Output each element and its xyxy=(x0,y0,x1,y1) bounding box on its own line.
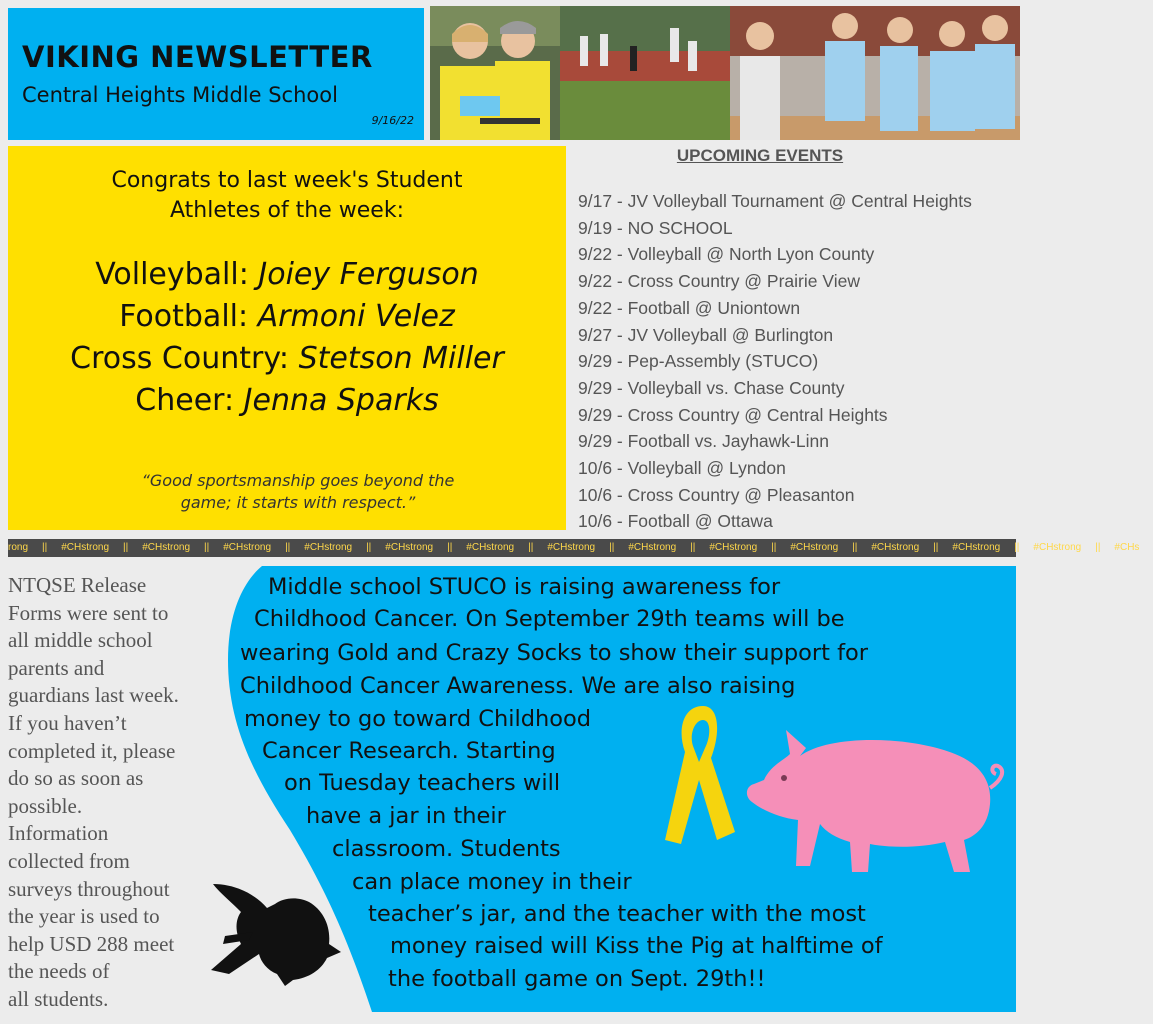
ticker-item: #CHstrong xyxy=(61,542,110,553)
notice-line: surveys throughout xyxy=(8,876,170,901)
quote-line: “Good sportsmanship goes beyond the xyxy=(141,471,455,490)
ticker-item: || xyxy=(933,542,939,553)
ticker-item: #CHstrong xyxy=(871,542,920,553)
event-item: 10/6 - Football @ Ottawa xyxy=(578,511,773,532)
school-name: Central Heights Middle School xyxy=(22,83,338,107)
ticker-item: || xyxy=(42,542,48,553)
ticker-item: || xyxy=(852,542,858,553)
stuco-line: on Tuesday teachers will xyxy=(284,770,561,796)
stuco-line: teacher’s jar, and the teacher with the most xyxy=(368,901,866,927)
ticker-item: #CHstrong xyxy=(142,542,191,553)
stuco-line: Childhood Cancer Awareness. We are also raising xyxy=(240,673,796,699)
event-item: 9/27 - JV Volleyball @ Burlington xyxy=(578,324,834,345)
stuco-line: can place money in their xyxy=(352,869,632,895)
athlete-name: Stetson Miller xyxy=(298,341,504,376)
stuco-line: Middle school STUCO is raising awareness for xyxy=(268,574,781,600)
notice-line: help USD 288 meet xyxy=(8,931,175,956)
ticker-item: || xyxy=(447,542,453,553)
event-item: 9/22 - Cross Country @ Prairie View xyxy=(578,271,860,292)
newsletter-title: VIKING NEWSLETTER xyxy=(22,40,373,74)
ticker-item: || xyxy=(123,542,129,553)
ticker-item: #CHstrong xyxy=(628,542,677,553)
ticker-item: #CHstrong xyxy=(304,542,353,553)
sport-label: Football: xyxy=(119,299,249,334)
event-item: 9/29 - Pep-Assembly (STUCO) xyxy=(578,351,819,372)
ticker-item: #CHstrong xyxy=(709,542,758,553)
event-item: 9/22 - Football @ Uniontown xyxy=(578,297,801,318)
ticker-item: #CHstrong xyxy=(466,542,515,553)
athlete-name: Jenna Sparks xyxy=(243,383,439,418)
event-item: 10/6 - Cross Country @ Pleasanton xyxy=(578,484,855,505)
sport-label: Volleyball: xyxy=(95,257,249,292)
notice-line: the needs of xyxy=(8,959,110,984)
event-item: 9/29 - Football vs. Jayhawk-Linn xyxy=(578,431,829,452)
ticker-item: || xyxy=(690,542,696,553)
event-item: 9/22 - Volleyball @ North Lyon County xyxy=(578,244,875,265)
ticker-item: #CHstrong xyxy=(790,542,839,553)
stuco-line: have a jar in their xyxy=(306,803,506,829)
notice-line: the year is used to xyxy=(8,904,160,929)
notice-line: Forms were sent to xyxy=(8,600,169,625)
event-item: 9/29 - Cross Country @ Central Heights xyxy=(578,404,888,425)
issue-date: 9/16/22 xyxy=(371,114,414,127)
ticker-item: #CHs xyxy=(1114,542,1140,553)
event-item: 9/29 - Volleyball vs. Chase County xyxy=(578,377,845,398)
ticker-item: || xyxy=(204,542,210,553)
pig-icon xyxy=(740,726,1010,876)
quote-line: game; it starts with respect.” xyxy=(180,493,416,512)
stuco-line: money raised will Kiss the Pig at halftime of xyxy=(390,933,883,959)
ticker-item: || xyxy=(285,542,291,553)
stuco-line: money to go toward Childhood xyxy=(244,706,592,732)
notice-line: If you haven’t xyxy=(8,710,127,735)
notice-line: Information xyxy=(8,821,109,846)
ticker-item: || xyxy=(609,542,615,553)
ticker-item: rong xyxy=(8,542,29,553)
stuco-line: Cancer Research. Starting xyxy=(262,738,556,764)
event-item: 9/19 - NO SCHOOL xyxy=(578,217,733,238)
notice-line: parents and xyxy=(8,655,105,680)
ticker-item: || xyxy=(1014,542,1020,553)
ticker-item: || xyxy=(771,542,777,553)
athlete-name: Joiey Ferguson xyxy=(258,257,479,292)
intro-line: Athletes of the week: xyxy=(169,198,404,223)
notice-line: possible. xyxy=(8,793,83,818)
ticker-item: || xyxy=(366,542,372,553)
intro-line: Congrats to last week's Student xyxy=(111,168,463,193)
ticker-item: #CHstrong xyxy=(952,542,1001,553)
notice-line: NTQSE Release xyxy=(8,573,147,597)
ticker-item: #CHstrong xyxy=(223,542,272,553)
stuco-line: Childhood Cancer. On September 29th teams will be xyxy=(254,606,845,632)
event-item: 10/6 - Volleyball @ Lyndon xyxy=(578,458,786,479)
sport-label: Cheer: xyxy=(135,383,235,418)
stuco-line: the football game on Sept. 29th!! xyxy=(388,966,766,992)
ntqse-notice xyxy=(8,572,222,1014)
stuco-line: classroom. Students xyxy=(332,836,561,862)
ticker-item: || xyxy=(528,542,534,553)
ticker-item: #CHstrong xyxy=(1033,542,1082,553)
sport-label: Cross Country: xyxy=(70,341,290,376)
viking-logo-icon xyxy=(205,874,355,986)
gold-ribbon-icon xyxy=(655,700,745,850)
ticker-item: #CHstrong xyxy=(547,542,596,553)
stuco-line: wearing Gold and Crazy Socks to show their support for xyxy=(240,640,869,666)
notice-line: do so as soon as xyxy=(8,766,144,791)
notice-line: all middle school xyxy=(8,628,153,653)
notice-line: completed it, please xyxy=(8,738,176,763)
ticker-item: #CHstrong xyxy=(385,542,434,553)
athlete-name: Armoni Velez xyxy=(257,299,455,334)
notice-line: collected from xyxy=(8,848,130,873)
notice-line: guardians last week. xyxy=(8,683,179,708)
event-item: 9/17 - JV Volleyball Tournament @ Central Heights xyxy=(578,191,972,211)
events-heading: UPCOMING EVENTS xyxy=(676,146,844,165)
ticker-item: || xyxy=(1095,542,1101,553)
notice-line: all students. xyxy=(8,986,109,1011)
